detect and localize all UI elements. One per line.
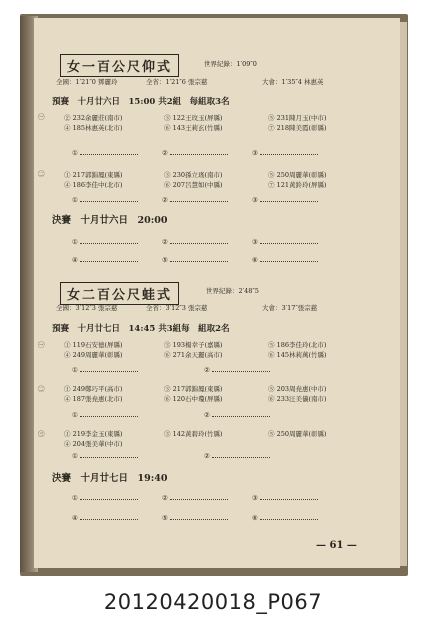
result-slot [252, 256, 318, 264]
entry: ⑥ 271余天麗(高市) [164, 351, 223, 359]
result-slot [252, 149, 318, 157]
page-number: — 61 — [316, 540, 357, 551]
result-slot [252, 514, 318, 522]
slot-label: ③ [252, 494, 258, 502]
slot-label: ② [204, 366, 210, 374]
entry: ① 217郭錦鳳(東縣) [64, 171, 123, 179]
entry: ③ 217郭錦鳳(東縣) [164, 385, 223, 393]
slot-label: ③ [252, 149, 258, 157]
slot-label: ① [72, 238, 78, 246]
world-record: 世界紀錄：1′09″0 [204, 60, 257, 68]
entry: ③ 122王玫玉(屏縣) [164, 114, 223, 122]
entry: ⑥ 143王莉玄(竹縣) [164, 124, 223, 132]
slot-label: ⑥ [252, 514, 258, 522]
entry: ④ 185林惠英(北市) [64, 124, 123, 132]
final-header: 決賽 十月廿六日 20:00 [52, 215, 168, 226]
entry: ④ 249周麗華(彰縣) [64, 351, 123, 359]
result-slot [72, 149, 138, 157]
slot-label: ② [204, 411, 210, 419]
entry: ⑤ 250周麗華(彰縣) [268, 430, 327, 438]
record-meet: 大會：3′17″張宗慈 [262, 304, 318, 312]
record-meet: 大會：1′35″4 林惠英 [262, 78, 324, 86]
slot-label: ⑤ [162, 256, 168, 264]
group-label: ㊀ [38, 341, 45, 349]
slot-label: ① [72, 366, 78, 374]
entry: ④ 204張美華(中市) [64, 440, 123, 448]
slot-label: ② [204, 452, 210, 460]
result-slot [204, 411, 270, 419]
result-slot [72, 514, 138, 522]
entry: ⑥ 207呂慧如(中縣) [164, 181, 223, 189]
result-slot [162, 149, 228, 157]
entry: ⑥ 120石中瓊(屏縣) [164, 395, 223, 403]
entry: ④ 186李佳中(北市) [64, 181, 123, 189]
group-label: ㊀ [38, 113, 45, 121]
event-title: 女一百公尺仰式 [60, 54, 179, 77]
document-page [34, 18, 400, 568]
entry: ① 219李金玉(東縣) [64, 430, 123, 438]
record-national: 全國：1′21″0 鄧麗玲 [56, 78, 118, 86]
result-slot [252, 196, 318, 204]
entry: ③ 230孫立瑤(南市) [164, 171, 223, 179]
entry: ⑤ 231陳月玉(中市) [268, 114, 327, 122]
image-caption: 20120420018_P067 [103, 590, 323, 614]
slot-label: ① [72, 196, 78, 204]
final-header: 決賽 十月廿七日 19:40 [52, 473, 168, 484]
record-provincial: 全省：3′12″3 張宗慈 [146, 304, 208, 312]
world-record: 世界紀錄：2′48″5 [206, 287, 259, 295]
slot-label: ② [162, 149, 168, 157]
record-national: 全國：3′12″3 張宗慈 [56, 304, 118, 312]
result-slot [72, 238, 138, 246]
result-slot [72, 366, 138, 374]
result-slot [252, 238, 318, 246]
slot-label: ① [72, 452, 78, 460]
result-slot [72, 494, 138, 502]
entry: ⑦ 121黃鈴玲(屏縣) [268, 181, 327, 189]
entry: ⑤ 203周尭惠(中市) [268, 385, 327, 393]
result-slot [162, 196, 228, 204]
slot-label: ② [162, 494, 168, 502]
entry: ③ 193楊幸子(嘉縣) [164, 341, 223, 349]
result-slot [204, 452, 270, 460]
slot-label: ③ [252, 196, 258, 204]
result-slot [204, 366, 270, 374]
entry: ⑥ 145林莉萬(竹縣) [268, 351, 327, 359]
result-slot [162, 256, 228, 264]
heats-header: 預賽 十月廿六日 15:00 共2組 每組取3名 [52, 97, 230, 107]
entry: ③ 142黃碧玲(竹縣) [164, 430, 223, 438]
entry: ⑤ 186李佳玲(北市) [268, 341, 327, 349]
result-slot [72, 196, 138, 204]
result-slot [72, 411, 138, 419]
slot-label: ② [162, 238, 168, 246]
group-label: ㊂ [38, 430, 45, 438]
entry: ⑤ 250周麗華(彰縣) [268, 171, 327, 179]
slot-label: ⑥ [252, 256, 258, 264]
group-label: ㊁ [38, 385, 45, 393]
entry: ① 249鄭巧平(高市) [64, 385, 123, 393]
group-label: ㊁ [38, 170, 45, 178]
entry: ⑦ 218陳美霞(彰縣) [268, 124, 327, 132]
entry: ④ 187張尭惠(北市) [64, 395, 123, 403]
slot-label: ④ [72, 256, 78, 264]
slot-label: ③ [252, 238, 258, 246]
entry: ⑥ 233汪美儀(南市) [268, 395, 327, 403]
slot-label: ④ [72, 514, 78, 522]
result-slot [72, 452, 138, 460]
slot-label: ① [72, 149, 78, 157]
result-slot [72, 256, 138, 264]
result-slot [252, 494, 318, 502]
event-title: 女二百公尺蛙式 [60, 282, 179, 305]
slot-label: ⑤ [162, 514, 168, 522]
entry: ① 119石安德(屏縣) [64, 341, 123, 349]
heats-header: 預賽 十月廿七日 14:45 共3組每 組取2名 [52, 324, 230, 334]
result-slot [162, 494, 228, 502]
record-provincial: 全省：1′21″6 張宗慈 [146, 78, 208, 86]
slot-label: ① [72, 411, 78, 419]
entry: ② 232余麗莊(南市) [64, 114, 123, 122]
result-slot [162, 514, 228, 522]
result-slot [162, 238, 228, 246]
slot-label: ① [72, 494, 78, 502]
slot-label: ② [162, 196, 168, 204]
